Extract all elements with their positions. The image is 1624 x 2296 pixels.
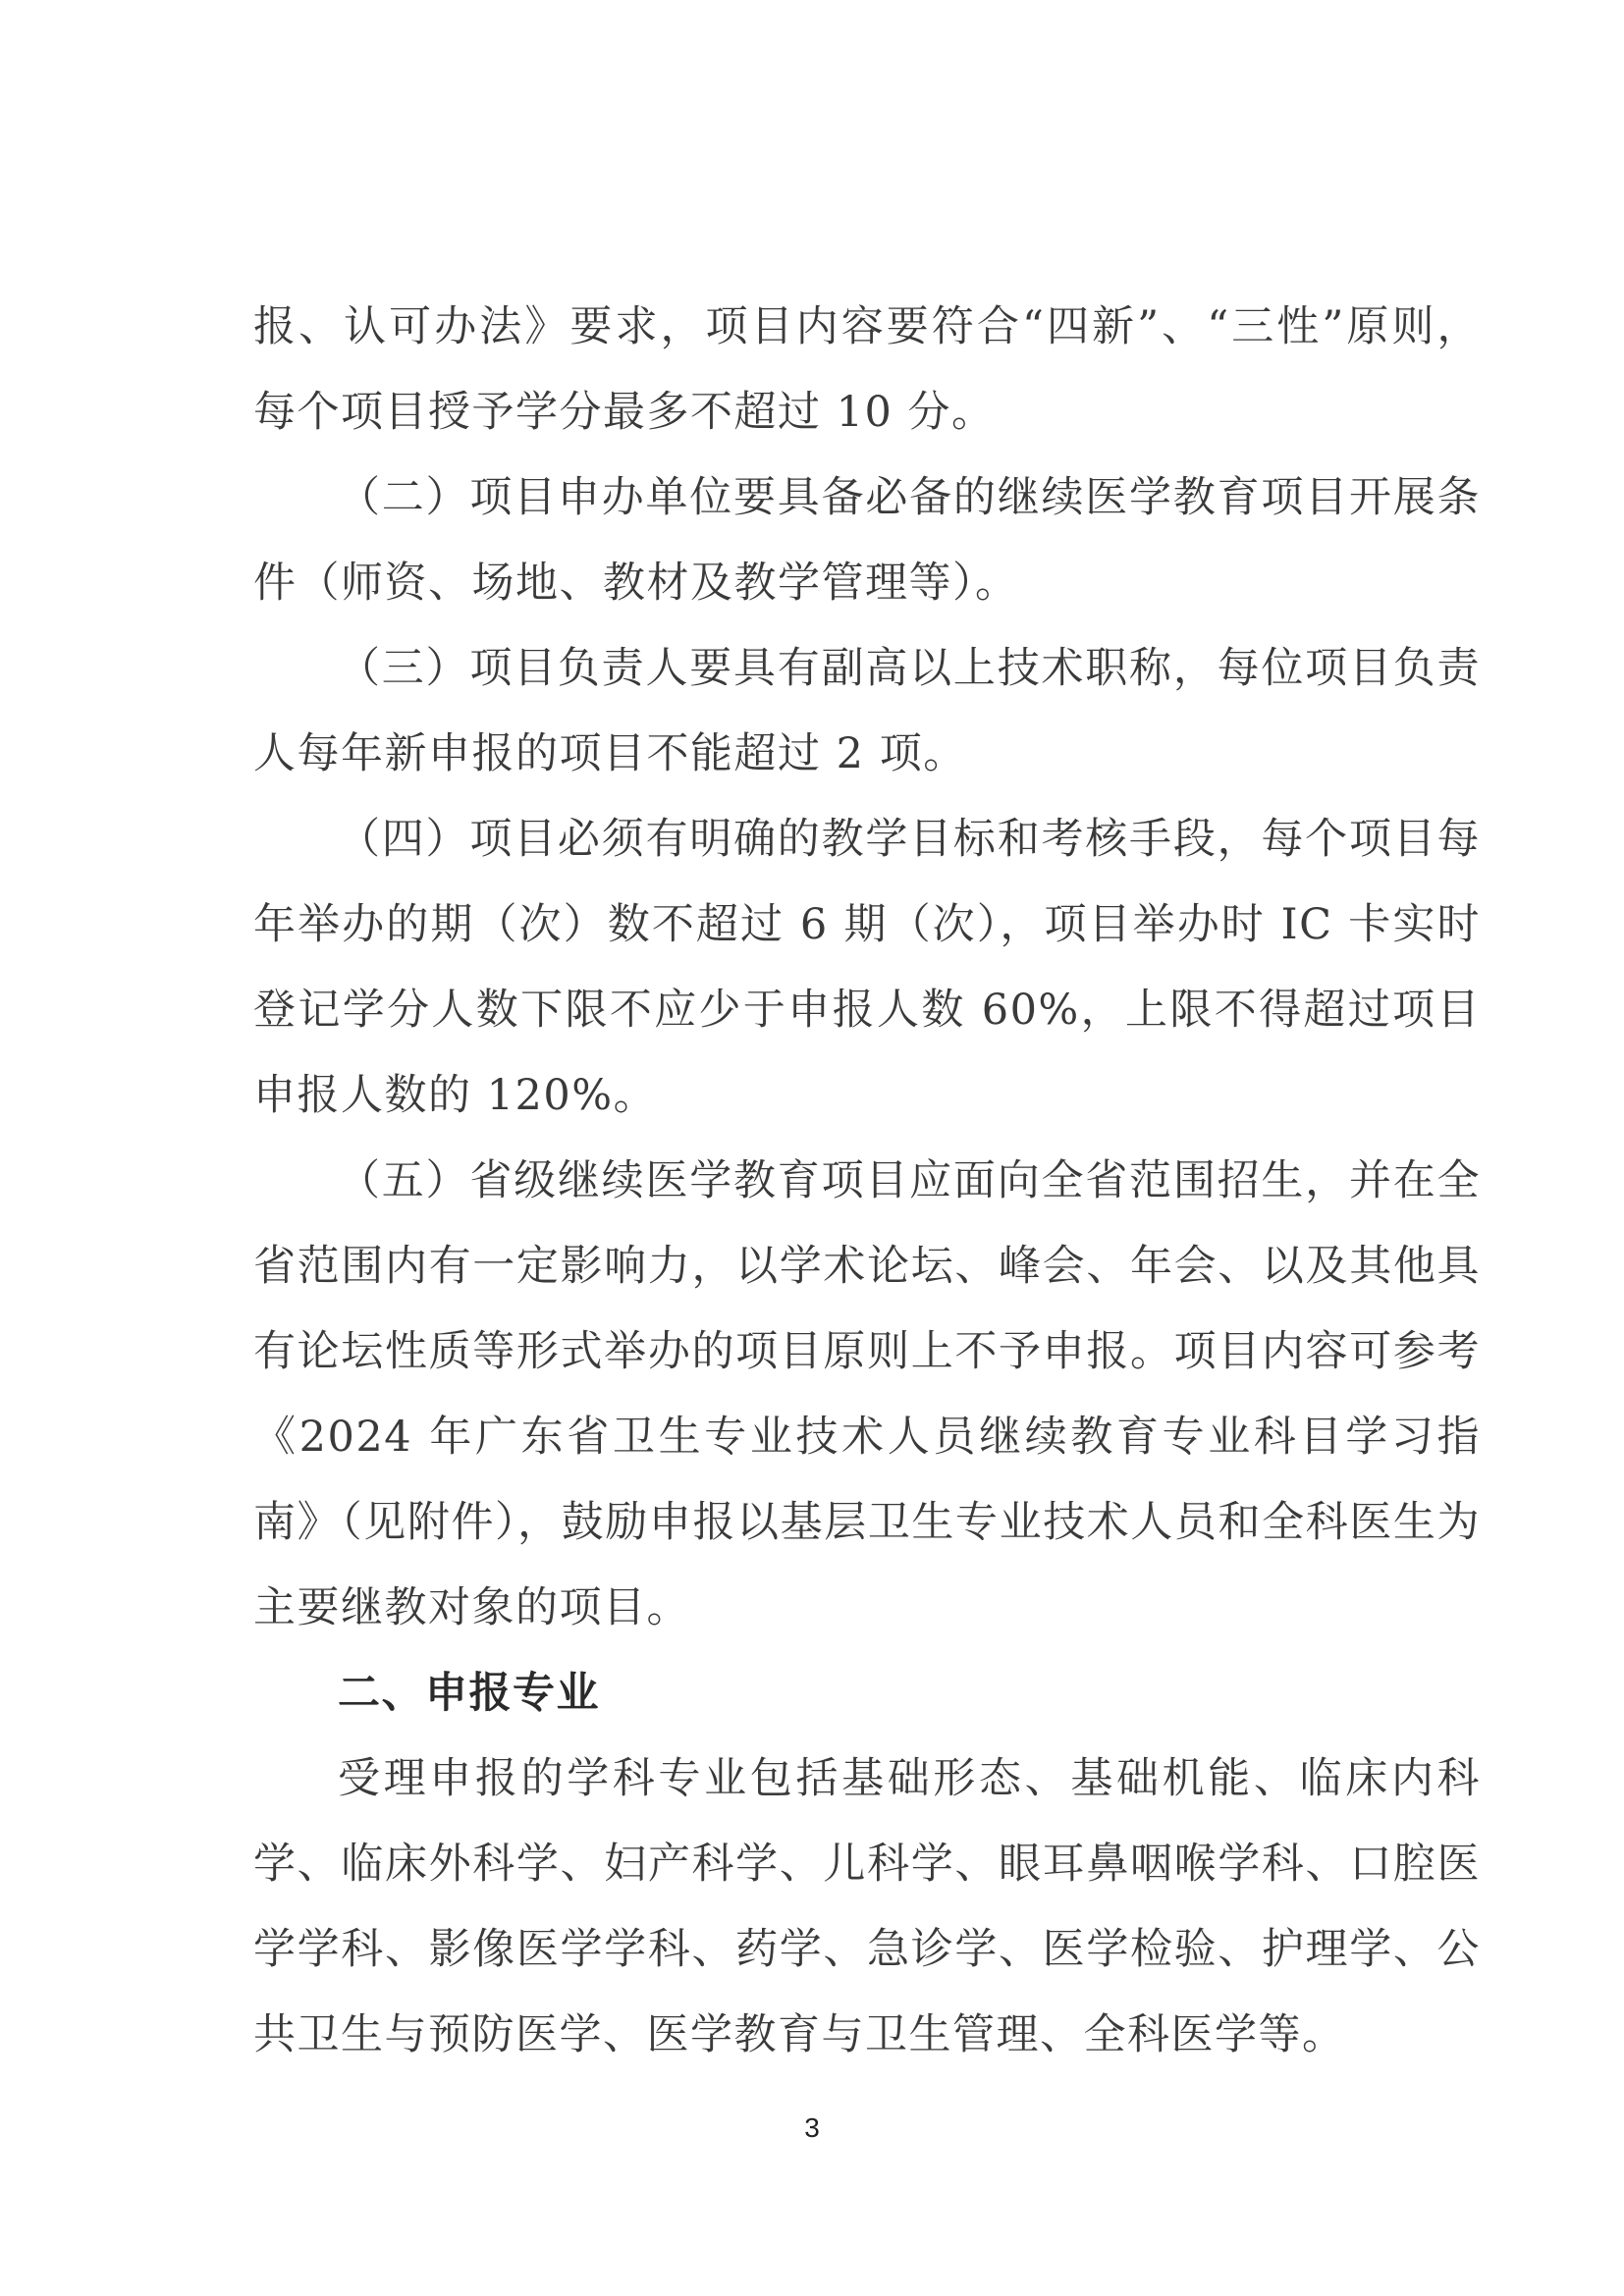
document-body (253, 285, 1481, 2078)
paragraph-item-4: （四）项目必须有明确的教学目标和考核手段，每个项目每年举办的期（次）数不超过 6 期（次），项目举办时 IC 卡实时登记学分人数下限不应少于申报人数 60%，上限不得超过项目申报人数的 120%。 (253, 815, 1481, 1120)
paragraph-item-5: （五）省级继续医学教育项目应面向全省范围招生，并在全省范围内有一定影响力，以学术论坛、峰会、年会、以及其他具有论坛性质等形式举办的项目原则上不予申报。项目内容可参考《2024 年广东省卫生专业技术人员继续教育专业科目学习指南》（见附件），鼓励申报以基层卫生专业技术人员和全科医生为主要继教对象的项目。 (253, 1156, 1481, 1632)
paragraph-item-3: （三）项目负责人要具有副高以上技术职称，每位项目负责人每年新申报的项目不能超过 2 项。 (253, 644, 1481, 778)
section-paragraph: 受理申报的学科专业包括基础形态、基础机能、临床内科学、临床外科学、妇产科学、儿科学、眼耳鼻咽喉学科、口腔医学学科、影像医学学科、药学、急诊学、医学检验、护理学、公共卫生与预防医学、医学教育与卫生管理、全科医学等。 (253, 1754, 1481, 2059)
paragraph-item-2: （二）项目申办单位要具备必备的继续医学教育项目开展条件（师资、场地、教材及教学管理等）。 (253, 473, 1481, 608)
paragraph-continuation: 报、认可办法》要求，项目内容要符合“四新”、“三性”原则，每个项目授予学分最多不超过 10 分。 (253, 302, 1481, 437)
section-heading: 二、申报专业 (338, 1669, 600, 1718)
page-number: 3 (804, 2112, 820, 2143)
